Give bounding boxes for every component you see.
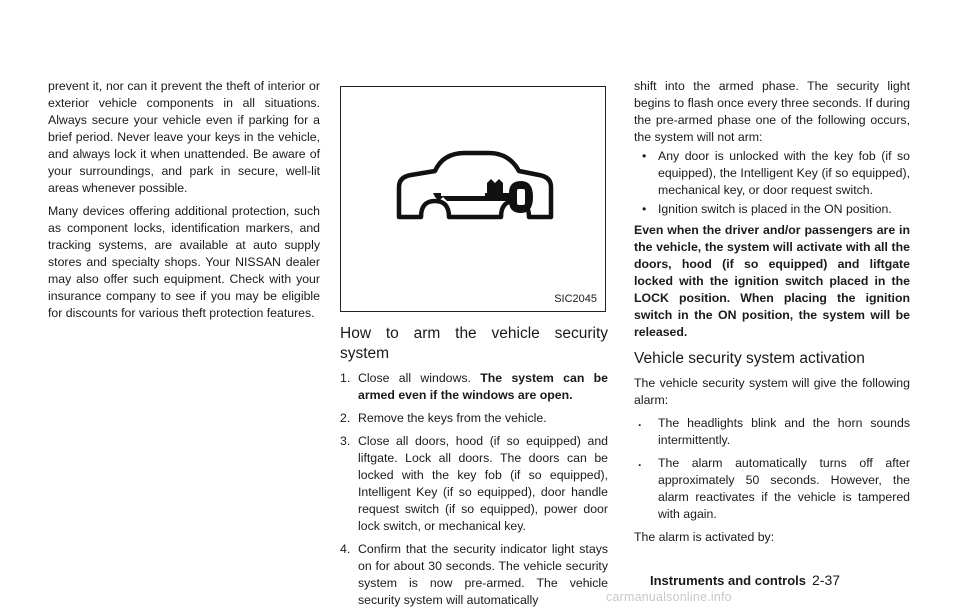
step-text: Remove the keys from the vehicle. [358, 411, 547, 425]
car-key-icon [391, 147, 557, 227]
step-number: 1. [340, 371, 351, 385]
list-item-text: The alarm automatically turns off after approximately 50 seconds. However, the alarm reactivates if the vehicle is tampered with again. [658, 456, 910, 521]
list-item [634, 148, 910, 199]
middle-column [340, 86, 608, 615]
activation-intro: The vehicle security system will give the following alarm: [634, 376, 910, 407]
no-arm-conditions [634, 148, 910, 218]
alarm-list [634, 415, 910, 523]
passenger-note: Even when the driver and/or passengers are in the vehicle, the system will activate with all the doors, hood (if so equipped) and liftgate locked with the ignition switch placed in the LOCK position. When placing the ignition switch in the ON position, the system will be released. [634, 223, 910, 339]
page-number: 2-37 [812, 572, 841, 588]
left-column [48, 78, 320, 328]
arm-step [340, 370, 608, 404]
watermark: carmanualsonline.info [606, 590, 732, 604]
continued-paragraph: shift into the armed phase. The security light begins to flash once every three seconds. If during the pre-armed phase one of the following occurs, the system will not arm: [634, 79, 910, 144]
arm-step [340, 410, 608, 427]
step-number: 2. [340, 411, 351, 425]
bullet-icon: . [638, 415, 642, 429]
bullet-icon: . [638, 455, 642, 469]
step-text: Confirm that the security indicator light stays on for about 30 seconds. The vehicle security system is now pre-armed. The vehicle security system will automatically [358, 542, 608, 607]
figure-caption: SIC2045 [554, 293, 597, 305]
page-footer [650, 572, 840, 588]
activation-heading: Vehicle security system activation [634, 350, 865, 367]
list-item-text: Any door is unlocked with the key fob (if so equipped), the Intelligent Key (if so equipped), mechanical key, or door request switch. [658, 149, 910, 197]
list-item [634, 201, 910, 218]
bullet-icon: • [642, 149, 647, 163]
step-text: Close all windows. [358, 371, 481, 385]
devices-paragraph: Many devices offering additional protection, such as component locks, identification markers, and tracking systems, are available at auto supply stores and specialty shops. Your NISSAN dealer may also offer such equipment. Check with your insurance company to see if you may be eligible for discounts for various theft protection features. [48, 204, 320, 320]
list-item-text: The headlights blink and the horn sounds intermittently. [658, 416, 910, 447]
step-number: 3. [340, 434, 351, 448]
intro-paragraph: prevent it, nor can it prevent the theft of interior or exterior vehicle components in all situations. Always secure your vehicle even if parking for a brief period. Never leave your keys in the vehicle, and always lock it when unattended. Be aware of your surroundings, and park in secure, well-lit areas whenever possible. [48, 79, 320, 195]
list-item-text: Ignition switch is placed in the ON position. [658, 202, 892, 216]
arm-heading: How to arm the vehicle security system [340, 325, 608, 362]
bullet-icon: • [642, 202, 647, 216]
activated-by: The alarm is activated by: [634, 530, 775, 544]
right-column [634, 78, 910, 552]
step-number: 4. [340, 542, 351, 556]
step-bold-text: The system can be armed even if the windows are open. [358, 371, 608, 402]
arm-step [340, 541, 608, 609]
step-text: Close all doors, hood (if so equipped) and liftgate. Lock all doors. The doors can be locked with the key fob (if so equipped), Intelligent Key (if so equipped), door handle request switch (if so equipped), power door lock switch, or mechanical key. [358, 434, 608, 533]
list-item [634, 455, 910, 523]
security-figure [340, 86, 606, 312]
arm-steps [340, 370, 608, 609]
list-item [634, 415, 910, 449]
footer-section: Instruments and controls [650, 573, 807, 588]
arm-step [340, 433, 608, 535]
